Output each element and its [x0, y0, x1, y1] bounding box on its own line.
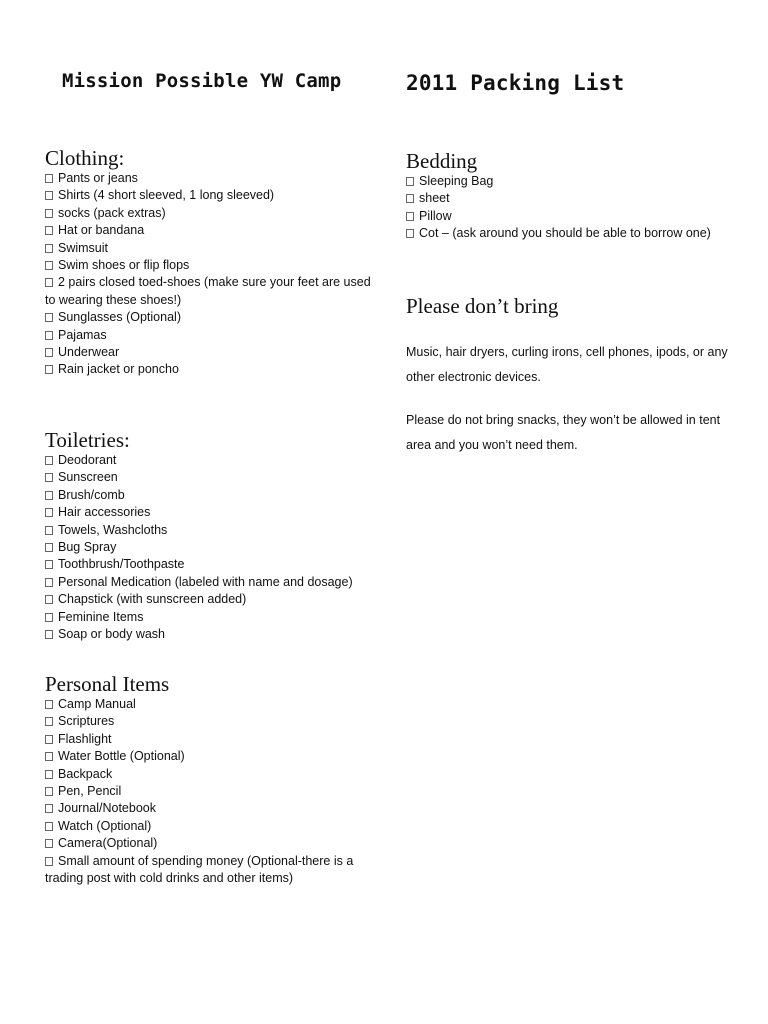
- checklist-item: [45, 187, 375, 204]
- checklist-item: [45, 696, 375, 713]
- checklist-item: [45, 170, 375, 187]
- checklist-item: [45, 257, 375, 274]
- personal-items-section: [45, 672, 375, 887]
- checkbox-icon[interactable]: [45, 595, 53, 604]
- checklist-item-label: Chapstick (with sunscreen added): [58, 592, 247, 607]
- checklist-item-label: Rain jacket or poncho: [58, 362, 179, 377]
- checklist-item: [45, 853, 375, 888]
- checkbox-icon[interactable]: [45, 578, 53, 587]
- clothing-section: [45, 146, 375, 379]
- bedding-list: [406, 173, 736, 243]
- checkbox-icon[interactable]: [45, 365, 53, 374]
- checkbox-icon[interactable]: [45, 174, 53, 183]
- checklist-item: [406, 208, 736, 225]
- checkbox-icon[interactable]: [45, 787, 53, 796]
- checklist-item-label: Swimsuit: [58, 240, 109, 255]
- checklist-item-label: Personal Medication (labeled with name and dosage): [58, 574, 353, 589]
- checkbox-icon[interactable]: [45, 543, 53, 552]
- checklist-item: [45, 574, 375, 591]
- dont-bring-snacks: Please do not bring snacks, they won’t be allowed in tent area and you won’t need them.: [406, 413, 721, 452]
- checklist-item: [45, 222, 375, 239]
- checklist-item: [45, 504, 375, 521]
- checklist-item-label: Deodorant: [58, 453, 117, 467]
- checkbox-icon[interactable]: [45, 822, 53, 831]
- checklist-item-label: Pillow: [419, 208, 452, 223]
- checklist-item: [45, 205, 375, 222]
- checklist-item: [45, 783, 375, 800]
- checklist-item-label: Watch (Optional): [58, 818, 152, 833]
- checklist-item: [45, 626, 375, 643]
- toiletries-section: [45, 428, 375, 643]
- checkbox-icon[interactable]: [45, 278, 53, 287]
- checklist-item-label: Camera(Optional): [58, 836, 158, 851]
- checkbox-icon[interactable]: [406, 212, 414, 221]
- checklist-item: [45, 713, 375, 730]
- checklist-item-label: Flashlight: [58, 731, 112, 746]
- checklist-item: [45, 309, 375, 326]
- personal-items-list: [45, 696, 375, 887]
- checklist-item: [45, 800, 375, 817]
- checkbox-icon[interactable]: [45, 717, 53, 726]
- checklist-item: [45, 835, 375, 852]
- checkbox-icon[interactable]: [45, 331, 53, 340]
- checklist-item-label: Brush/comb: [58, 487, 125, 502]
- checklist-item-label: Soap or body wash: [58, 627, 166, 642]
- checklist-item-label: Shirts (4 short sleeved, 1 long sleeved): [58, 188, 275, 203]
- checklist-item: [45, 327, 375, 344]
- checklist-item-label: sheet: [419, 191, 450, 206]
- checklist-item-label: Hair accessories: [58, 505, 151, 520]
- checkbox-icon[interactable]: [45, 735, 53, 744]
- checkbox-icon[interactable]: [45, 209, 53, 218]
- checklist-item: [45, 240, 375, 257]
- checkbox-icon[interactable]: [45, 261, 53, 270]
- checkbox-icon[interactable]: [45, 770, 53, 779]
- checklist-item-label: Towels, Washcloths: [58, 522, 168, 537]
- checkbox-icon[interactable]: [45, 857, 53, 866]
- checklist-item-label: Cot – (ask around you should be able to borrow one): [419, 226, 711, 241]
- checklist-item-label: Hat or bandana: [58, 223, 145, 238]
- checklist-item: [45, 766, 375, 783]
- checklist-item-label: Water Bottle (Optional): [58, 749, 185, 764]
- checkbox-icon[interactable]: [45, 508, 53, 517]
- checkbox-icon[interactable]: [45, 491, 53, 500]
- checklist-item-label: Bug Spray: [58, 540, 117, 555]
- checkbox-icon[interactable]: [45, 630, 53, 639]
- checklist-item-label: Sunscreen: [58, 470, 118, 485]
- bedding-section: [406, 149, 736, 243]
- personal-items-heading: Personal Items: [45, 672, 170, 696]
- checklist-item: [45, 818, 375, 835]
- checkbox-icon[interactable]: [45, 804, 53, 813]
- checklist-item: [406, 173, 736, 190]
- checkbox-icon[interactable]: [45, 456, 53, 465]
- checklist-item: [45, 452, 375, 469]
- camp-title: Mission Possible YW Camp: [62, 70, 342, 92]
- checklist-item: [45, 522, 375, 539]
- checklist-item: [45, 487, 375, 504]
- checklist-item-label: socks (pack extras): [58, 205, 166, 220]
- checkbox-icon[interactable]: [45, 560, 53, 569]
- checkbox-icon[interactable]: [45, 473, 53, 482]
- toiletries-heading: Toiletries:: [45, 428, 130, 452]
- checklist-item: [45, 609, 375, 626]
- bedding-heading: Bedding: [406, 149, 478, 173]
- clothing-heading: Clothing:: [45, 146, 125, 170]
- packing-list-title: 2011 Packing List: [406, 71, 625, 95]
- checklist-item: [45, 361, 375, 378]
- checklist-item: [45, 539, 375, 556]
- checkbox-icon[interactable]: [45, 313, 53, 322]
- checkbox-icon[interactable]: [45, 839, 53, 848]
- checklist-item-label: Sunglasses (Optional): [58, 310, 181, 325]
- checklist-item-label: Swim shoes or flip flops: [58, 258, 190, 273]
- checkbox-icon[interactable]: [406, 229, 414, 238]
- checkbox-icon[interactable]: [406, 177, 414, 186]
- checklist-item-label: Pajamas: [58, 327, 107, 342]
- checklist-item-label: Journal/Notebook: [58, 801, 156, 816]
- checklist-item: [406, 225, 736, 242]
- checklist-item: [45, 731, 375, 748]
- dont-bring-electronics: Music, hair dryers, curling irons, cell phones, ipods, or any other electronic devices.: [406, 345, 728, 384]
- checkbox-icon[interactable]: [45, 752, 53, 761]
- checklist-item-label: Toothbrush/Toothpaste: [58, 557, 185, 572]
- checklist-item-label: Scriptures: [58, 714, 115, 729]
- checkbox-icon[interactable]: [406, 194, 414, 203]
- checkbox-icon[interactable]: [45, 226, 53, 235]
- checklist-item-label: Underwear: [58, 345, 120, 360]
- checklist-item-label: Pen, Pencil: [58, 784, 122, 799]
- dont-bring-heading: Please don’t bring: [406, 294, 559, 318]
- checklist-item: [45, 344, 375, 361]
- checklist-item-label: Camp Manual: [58, 697, 136, 711]
- clothing-list: [45, 170, 375, 379]
- checklist-item: [45, 748, 375, 765]
- checkbox-icon[interactable]: [45, 244, 53, 253]
- checkbox-icon[interactable]: [45, 348, 53, 357]
- checklist-item-label: Pants or jeans: [58, 171, 138, 185]
- checklist-item: [406, 190, 736, 207]
- checklist-item: [45, 556, 375, 573]
- dont-bring-section: [406, 294, 736, 458]
- checklist-item-label: Sleeping Bag: [419, 174, 494, 188]
- checkbox-icon[interactable]: [45, 191, 53, 200]
- checklist-item: [45, 591, 375, 608]
- checkbox-icon[interactable]: [45, 700, 53, 709]
- toiletries-list: [45, 452, 375, 643]
- checklist-item: [45, 469, 375, 486]
- checklist-item: [45, 274, 375, 309]
- checklist-item-label: Backpack: [58, 766, 113, 781]
- checklist-item-label: Feminine Items: [58, 609, 144, 624]
- checklist-item-label: Small amount of spending money (Optional-there is a trading post with cold drinks and other items): [45, 853, 354, 886]
- checkbox-icon[interactable]: [45, 613, 53, 622]
- checkbox-icon[interactable]: [45, 526, 53, 535]
- checklist-item-label: 2 pairs closed toed-shoes (make sure your feet are used to wearing these shoes!): [45, 275, 371, 307]
